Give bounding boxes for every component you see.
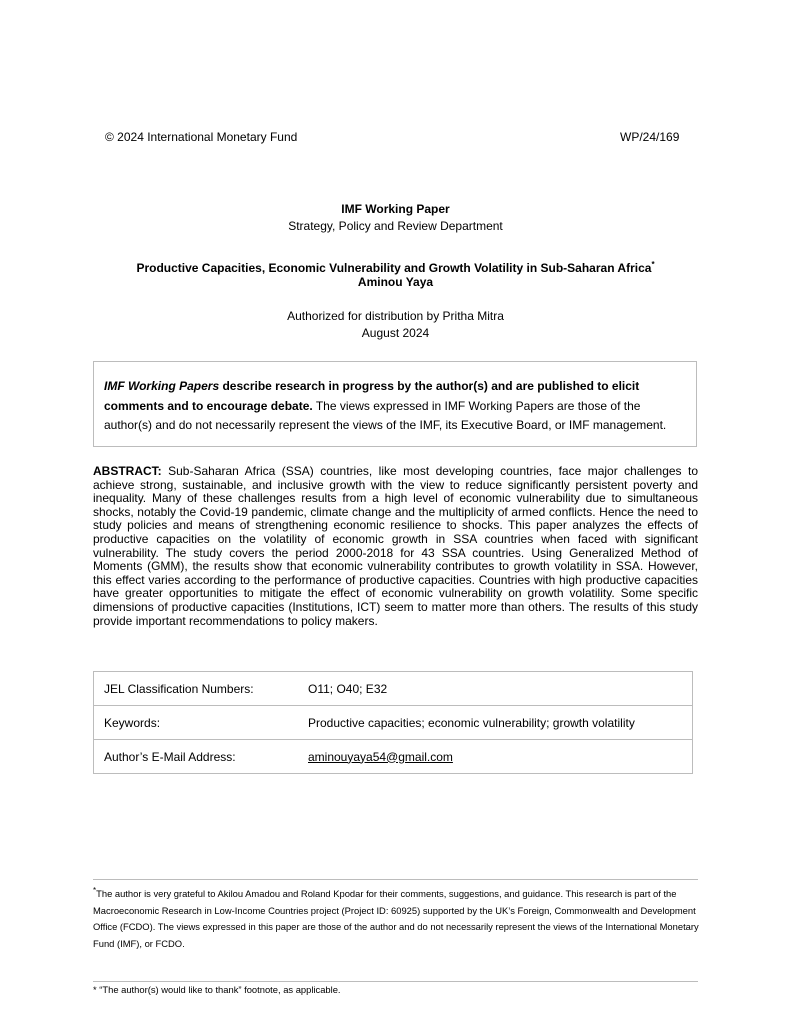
paper-title <box>0 260 791 275</box>
department: Strategy, Policy and Review Department <box>288 219 503 233</box>
paper-number: WP/24/169 <box>620 130 680 144</box>
abstract <box>93 465 698 628</box>
author-email-link[interactable]: aminouyaya54@gmail.com <box>308 749 453 764</box>
metadata-table <box>93 671 693 774</box>
disclaimer-bold-text: describe research in progress by the author(s) and are published to elicit comments and to encourage debate. <box>104 379 640 413</box>
footnote-mark: * <box>93 886 97 895</box>
template-footnote-divider <box>93 981 698 982</box>
keywords-label: Keywords: <box>94 706 299 740</box>
disclaimer-italic-lead: IMF Working Papers <box>104 379 220 393</box>
table-row <box>94 672 693 706</box>
disclaimer-text <box>104 377 688 436</box>
acknowledgement-footnote <box>93 883 703 953</box>
disclaimer-box <box>93 361 697 447</box>
publication-date: August 2024 <box>361 326 430 340</box>
keywords-value: Productive capacities; economic vulnerability; growth volatility <box>298 706 693 740</box>
authorization-line: Authorized for distribution by Pritha Mitra <box>287 309 504 323</box>
abstract-label: ABSTRACT: <box>93 464 162 478</box>
series-title: IMF Working Paper <box>341 202 450 216</box>
table-row <box>94 740 693 774</box>
disclaimer-normal-text: The views expressed in IMF Working Papers are those of the author(s) and do not necessarily represent the views of the IMF, its Executive Board, or IMF management. <box>104 398 667 432</box>
jel-value: O11; O40; E32 <box>298 672 693 706</box>
footnote-divider <box>93 879 698 880</box>
abstract-text: Sub-Saharan Africa (SSA) countries, like most developing countries, face major challenges to achieve strong, sustainable, and inclusive growth with the view to reduce significantly persistent poverty and inequality. Many of these challenges results from a high level of economic vulnerability due to simultaneous shocks, notably the Covid-19 pandemic, climate change and the multiplicity of armed conflicts. Hence the need to study policies and means of strengthening economic resilience to shocks. This paper analyzes the effects of productive capacities on the volatility of economic growth in SSA countries when faced with significant vulnerability. The study covers the period 2000-2018 for 43 SSA countries. Using Generalized Method of Moments (GMM), the results show that economic vulnerability contributes to growth volatility in SSA. However, this effect varies according to the performance of productive capacities. Countries with high productive capacities have greater opportunities to mitigate the effect of economic vulnerability on growth volatility. Some specific dimensions of productive capacities (Institutions, ICT) seem to matter more than others. The results of this study provide important recommendations to policy makers. <box>93 464 698 628</box>
jel-label: JEL Classification Numbers: <box>94 672 299 706</box>
email-label: Author’s E-Mail Address: <box>94 740 299 774</box>
paper-title-text: Productive Capacities, Economic Vulnerability and Growth Volatility in Sub-Saharan Africa <box>136 261 652 275</box>
template-footnote: * “The author(s) would like to thank” footnote, as applicable. <box>93 984 341 995</box>
copyright-notice: © 2024 International Monetary Fund <box>105 130 298 144</box>
footnote-text: The author is very grateful to Akilou Amadou and Roland Kpodar for their comments, suggestions, and guidance. This research is part of the Macroeconomic Research in Low-Income Countries project (Project ID: 60925) supported by the UK’s Foreign, Commonwealth and Development Office (FCDO). The views expressed in this paper are those of the author and do not necessarily represent the views of the International Monetary Fund (IMF), or FCDO. <box>93 888 699 949</box>
table-row <box>94 706 693 740</box>
author-name: Aminou Yaya <box>357 275 434 289</box>
title-footnote-mark: * <box>651 260 655 269</box>
